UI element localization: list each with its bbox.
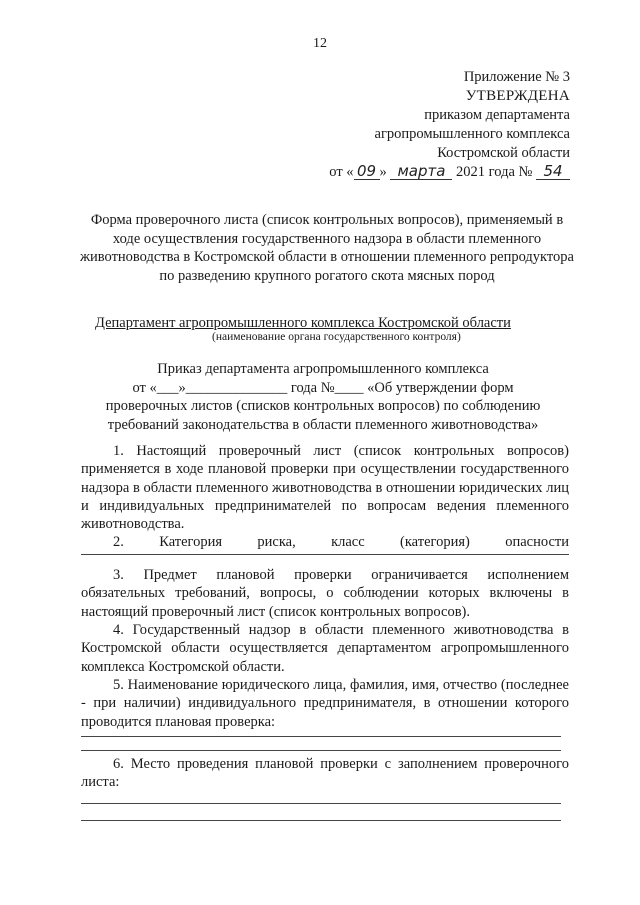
date-year: 2021 года № xyxy=(456,164,533,180)
approval-line-3: Костромской области xyxy=(437,145,570,161)
department-caption: (наименование органа государственного контроля) xyxy=(212,331,461,343)
approval-date xyxy=(329,163,570,182)
date-mid: » xyxy=(379,164,387,180)
item-6: 6. Место проведения плановой проверки с заполнением проверочного листа: xyxy=(81,756,569,791)
department-name: Департамент агропромышленного комплекса Костромской области xyxy=(95,315,511,331)
date-number: 54 xyxy=(536,163,570,180)
fill-line-6a xyxy=(81,803,561,804)
fill-line-2 xyxy=(81,554,569,555)
order-line-1: Приказ департамента агропромышленного комплекса xyxy=(157,361,489,377)
item-4: 4. Государственный надзор в области племенного животноводства в Костромской области осуществляется департаментом агропромышленного комплекса Костромской области. xyxy=(81,622,569,675)
order-line-2: от «___»______________ года №____ «Об утверждении форм xyxy=(132,379,514,396)
item-3: 3. Предмет плановой проверки ограничивается исполнением обязательных требований, вопросы, о соблюдении которых включены в настоящий проверочный лист (список контрольных вопросов). xyxy=(81,567,569,620)
fill-line-5b xyxy=(81,750,561,751)
appendix-label: Приложение № 3 xyxy=(463,69,570,85)
form-title: Форма проверочного листа (список контрольных вопросов), применяемый в ходе осуществления государственного надзора в области племенного животноводства в Костромской области в отношении племенного репродуктора по разведению крупного рогатого скота мясных пород xyxy=(80,212,574,284)
item-2: 2. Категория риска, класс (категория) опасности xyxy=(113,534,569,550)
approval-line-1: приказом департамента xyxy=(424,107,570,123)
order-line-4: требований законодательства в области племенного животноводства» xyxy=(107,416,539,433)
approval-line-2: агропромышленного комплекса xyxy=(374,126,570,142)
order-reference xyxy=(88,360,558,434)
date-month: марта xyxy=(390,163,452,180)
approved-label: УТВЕРЖДЕНА xyxy=(465,88,570,104)
item-1: 1. Настоящий проверочный лист (список контрольных вопросов) применяется в ходе плановой проверки при осуществлении государственного надзора в области племенного животноводства в отношении юридических лиц и индивидуальных предпринимателей по вопросам ведения племенного животноводства. xyxy=(81,443,569,533)
date-prefix: от « xyxy=(329,164,354,180)
order-line-3: проверочных листов (списков контрольных вопросов) по соблюдению xyxy=(105,398,541,414)
approval-stamp xyxy=(329,68,570,182)
fill-line-6b xyxy=(81,820,561,821)
fill-line-5a xyxy=(81,736,561,737)
date-day: 09 xyxy=(354,163,380,180)
item-5: 5. Наименование юридического лица, фамилия, имя, отчество (последнее - при наличии) индивидуального предпринимателя, в отношении которого проводится плановая проверка: xyxy=(81,677,569,730)
page-number: 12 xyxy=(313,36,327,51)
